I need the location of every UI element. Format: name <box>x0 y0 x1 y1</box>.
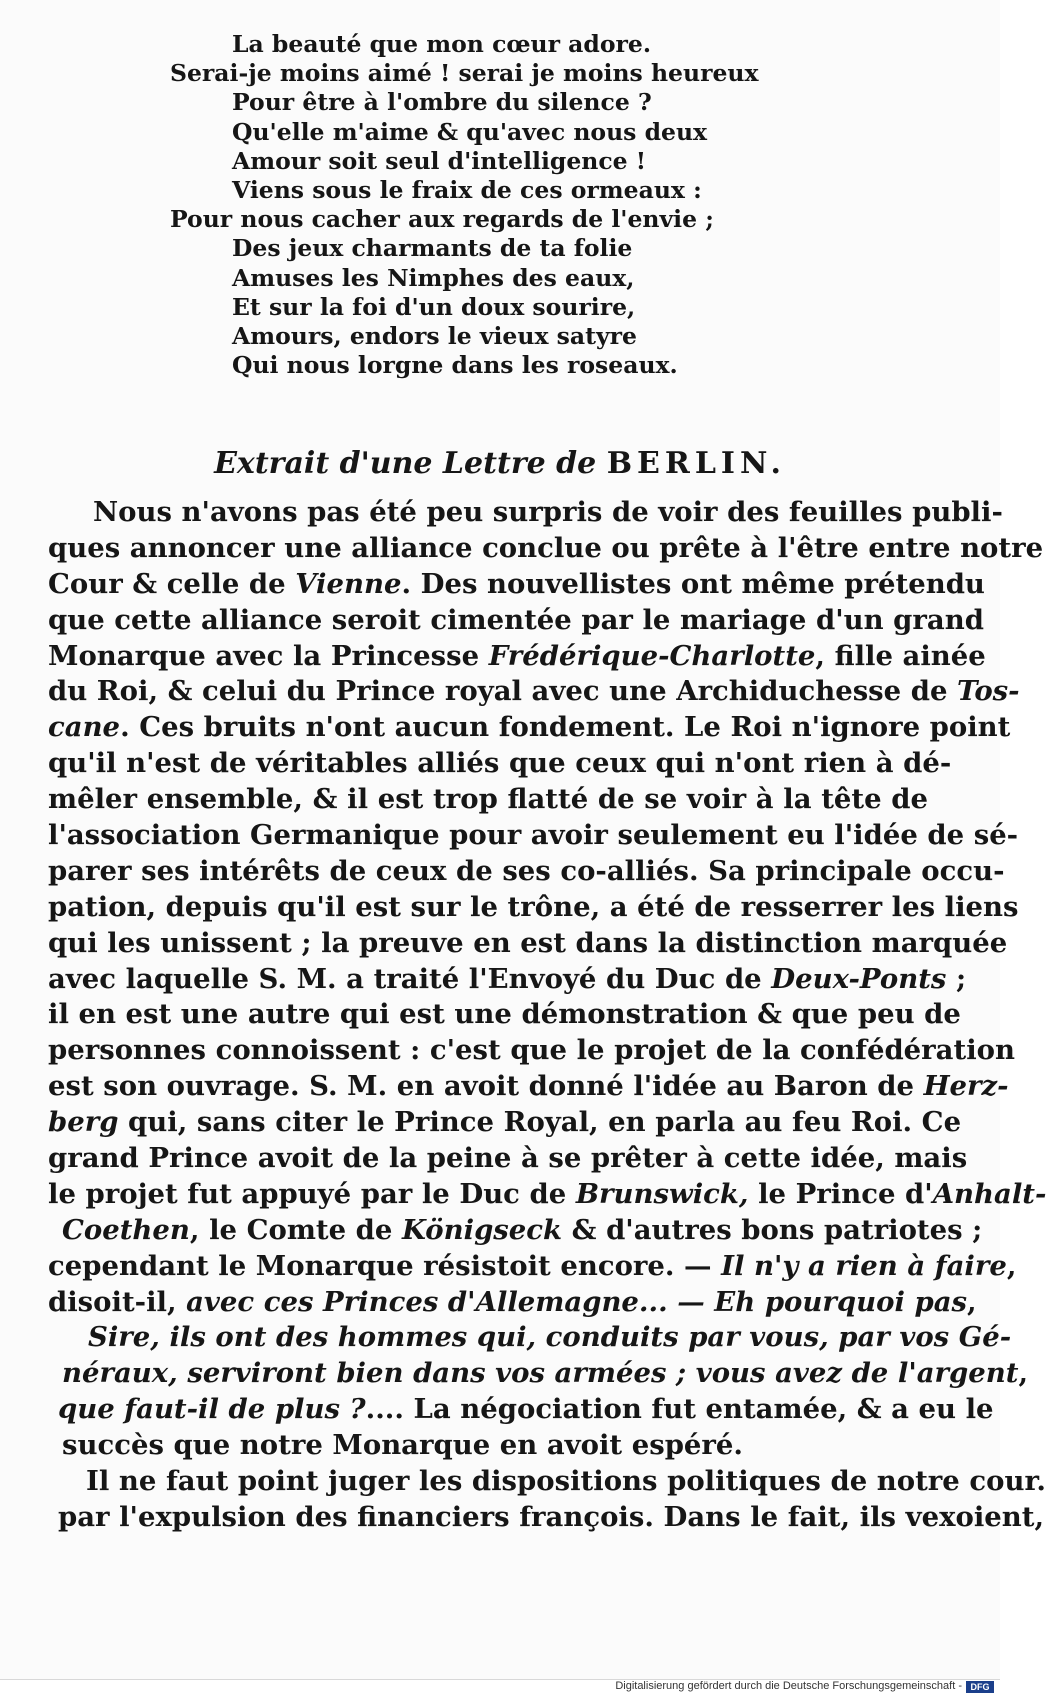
text-segment: mêler ensemble, & il est trop flatté de se voir à la tête de <box>48 783 928 816</box>
text-line <box>48 1500 1045 1536</box>
poem-line: Amours, endors le vieux satyre <box>232 322 637 351</box>
text-line <box>48 782 928 818</box>
text-line <box>48 962 967 998</box>
poem-line: Qui nous lorgne dans les roseaux. <box>232 351 678 380</box>
text-line <box>48 1033 1015 1069</box>
text-line <box>48 1069 1009 1105</box>
text-line <box>48 1356 1029 1392</box>
text-segment: , fille ainée <box>815 639 986 672</box>
text-line <box>48 639 986 675</box>
italic-segment: néraux, serviront bien dans vos armées ; vous avez de l'argent <box>62 1357 1019 1390</box>
poem <box>170 30 770 380</box>
text-segment: avec laquelle S. M. a traité l'Envoyé du Duc de <box>48 962 772 995</box>
text-line <box>48 818 1019 854</box>
text-segment: l'association Germanique pour avoir seulement eu l'idée de sé- <box>48 819 1019 852</box>
text-line <box>48 1105 962 1141</box>
text-segment: . Des nouvellistes ont même prétendu <box>401 567 985 600</box>
article-title <box>0 446 1000 481</box>
italic-segment: Deux-Ponts <box>771 962 947 995</box>
italic-segment: Coethen <box>62 1213 190 1246</box>
text-line <box>48 567 985 603</box>
text-segment: Nous n'avons pas été peu surpris de voir des feuilles publi- <box>93 496 1003 528</box>
text-line <box>48 603 984 639</box>
text-segment: il en est une autre qui est une démonstration & que peu de <box>48 998 961 1031</box>
text-segment: le Prince d' <box>748 1177 933 1210</box>
text-line <box>48 1177 1046 1213</box>
text-line <box>48 1392 994 1428</box>
text-segment: du Roi, & celui du Prince royal avec une Archiduchesse de <box>48 675 958 708</box>
text-line <box>48 710 1011 746</box>
text-segment: .... La négociation fut entamée, & a eu le <box>365 1393 994 1426</box>
italic-segment: berg <box>48 1106 119 1139</box>
text-segment: succès que notre Monarque en avoit espéré. <box>62 1429 743 1462</box>
text-segment: qu'il n'est de véritables alliés que ceux qui n'ont rien à dé- <box>48 747 952 780</box>
text-segment: ques annoncer une alliance conclue ou prête à l'être entre notre <box>48 531 1044 564</box>
text-segment: disoit-il, <box>48 1285 187 1318</box>
text-line <box>48 926 1008 962</box>
text-segment: par l'expulsion des financiers françois. Dans le fait, ils vexoient, <box>58 1500 1045 1533</box>
text-segment: est son ouvrage. S. M. en avoit donné l'idée au Baron de <box>48 1070 924 1103</box>
italic-segment: avec ces Princes d'Allemagne... — Eh pourquoi pas <box>186 1285 967 1318</box>
text-line <box>48 1141 968 1177</box>
text-line <box>48 997 961 1033</box>
text-segment: grand Prince avoit de la peine à se prêter à cette idée, mais <box>48 1142 968 1175</box>
text-line <box>48 1213 983 1249</box>
poem-line: Des jeux charmants de ta folie <box>232 234 633 263</box>
italic-segment: Il n'y a rien à faire <box>721 1249 1007 1282</box>
poem-line: La beauté que mon cœur adore. <box>232 30 652 58</box>
text-segment: , le Comte de <box>189 1213 402 1246</box>
text-segment: qui les unissent ; la preuve en est dans la distinction marquée <box>48 926 1008 959</box>
text-segment: que cette alliance seroit cimentée par le mariage d'un grand <box>48 603 984 636</box>
text-segment: , <box>1018 1357 1029 1390</box>
text-line <box>48 531 1044 567</box>
italic-segment: Frédérique-Charlotte <box>488 639 816 672</box>
text-line <box>48 1285 977 1321</box>
poem-line: Qu'elle m'aime & qu'avec nous deux <box>232 117 708 146</box>
text-segment: Il ne faut point juger les dispositions politiques de notre cour. <box>86 1465 1046 1498</box>
text-segment: Cour & celle de <box>48 567 296 600</box>
poem-line: Amuses les Nimphes des eaux, <box>232 263 635 292</box>
poem-line: Pour être à l'ombre du silence ? <box>232 88 652 117</box>
title-city: BERLIN. <box>606 446 786 481</box>
text-segment: , <box>967 1285 977 1318</box>
text-segment: & d'autres bons patriotes ; <box>562 1213 983 1246</box>
poem-line: Pour nous cacher aux regards de l'envie ; <box>170 205 714 234</box>
italic-segment: Herz- <box>923 1070 1009 1103</box>
text-line <box>48 1428 928 1464</box>
text-line <box>48 1249 1017 1285</box>
poem-line: Et sur la foi d'un doux sourire, <box>232 292 636 321</box>
text-segment: parer ses intérêts de ceux de ses co-alliés. Sa principale occu- <box>48 854 1005 887</box>
text-segment: personnes connoissent : c'est que le projet de la confédération <box>48 1034 1015 1067</box>
italic-segment: Anhalt- <box>932 1177 1046 1210</box>
italic-segment: Sire, ils ont des hommes qui, conduits par vous, par vos Gé- <box>88 1321 1012 1354</box>
text-line <box>48 674 1020 710</box>
italic-segment: Königseck <box>402 1213 563 1246</box>
text-line <box>48 746 952 782</box>
text-line <box>48 495 1003 531</box>
italic-segment: Tos- <box>957 675 1020 708</box>
poem-line: Amour soit seul d'intelligence ! <box>232 146 647 175</box>
text-segment: , <box>1006 1249 1017 1282</box>
article-body <box>48 495 1046 1536</box>
footer-credit: Digitalisierung gefördert durch die Deutsche Forschungsgemeinschaft - <box>615 1680 962 1692</box>
text-segment: . Ces bruits n'ont aucun fondement. Le Roi n'ignore point <box>120 711 1011 744</box>
text-line <box>48 890 1019 926</box>
italic-segment: Brunswick, <box>575 1177 749 1210</box>
title-prefix: Extrait d'une Lettre de <box>214 446 597 481</box>
poem-line: Viens sous le fraix de ces ormeaux : <box>232 176 702 205</box>
text-segment: qui, sans citer le Prince Royal, en parla au feu Roi. Ce <box>118 1106 962 1139</box>
dfg-logo: DFG <box>966 1681 994 1693</box>
italic-segment: cane <box>48 711 121 744</box>
text-line <box>48 854 1005 890</box>
italic-segment: que faut-il de plus ? <box>58 1393 366 1426</box>
text-segment: Monarque avec la Princesse <box>48 639 489 672</box>
text-line <box>48 1464 1046 1500</box>
text-segment: cependant le Monarque résistoit encore. — <box>48 1249 722 1282</box>
text-segment: ; <box>946 962 967 995</box>
text-segment: pation, depuis qu'il est sur le trône, a été de resserrer les liens <box>48 890 1019 923</box>
italic-segment: Vienne <box>295 567 402 600</box>
poem-line: Serai-je moins aimé ! serai je moins heureux <box>170 59 759 88</box>
text-line <box>48 1320 1012 1356</box>
text-segment: le projet fut appuyé par le Duc de <box>48 1177 576 1210</box>
